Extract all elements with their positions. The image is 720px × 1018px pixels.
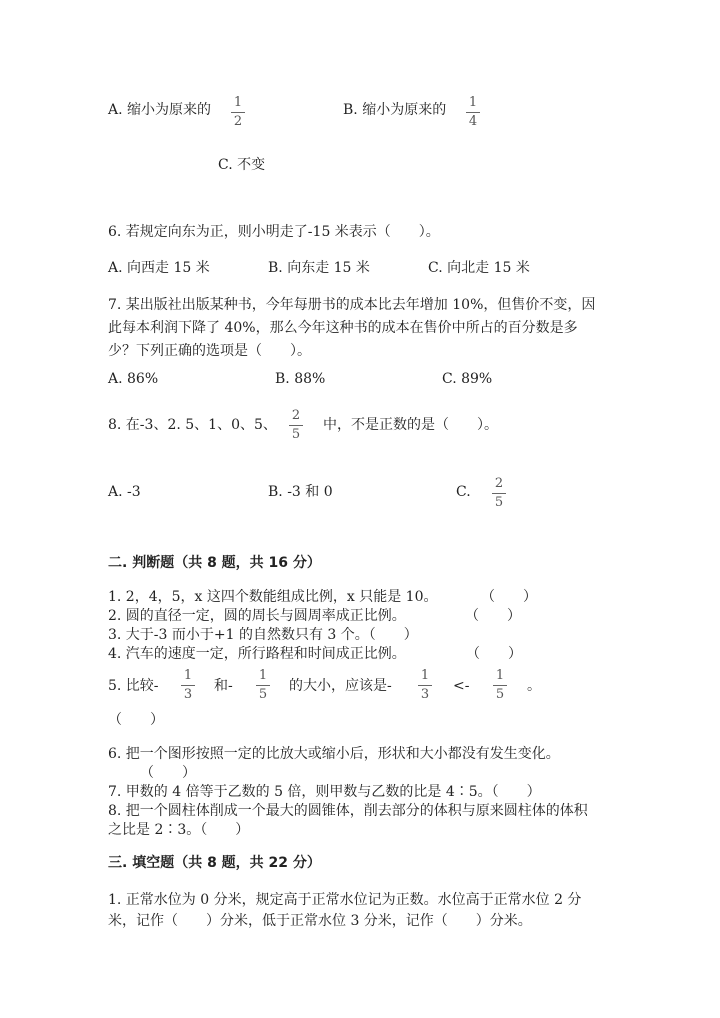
q8-stem-prefix: 8. 在-3、2. 5、1、0、5、 <box>108 417 277 433</box>
q5-option-a-label: A. 缩小为原来的 <box>108 102 212 118</box>
fraction-denominator: 4 <box>468 114 478 129</box>
fraction-denominator: 5 <box>495 687 505 702</box>
fill-1-line-2: 米，记作（ ）分米，低于正常水位 3 分米，记作（ ）分米。 <box>108 913 532 929</box>
q5-option-c-label: C. 不变 <box>218 157 266 173</box>
fill-1-line-1: 1. 正常水位为 0 分米，规定高于正常水位记为正数。水位高于正常水位 2 分 <box>108 892 582 908</box>
judge-4-answer-blank[interactable]: （ ） <box>466 646 522 662</box>
judge-5-answer-blank[interactable]: （ ） <box>108 712 164 728</box>
fraction-numerator: 1 <box>468 95 478 110</box>
q7-stem-line-1: 7. 某出版社出版某种书，今年每册书的成本比去年增加 10%，但售价不变，因 <box>108 297 596 313</box>
judge-5-less-than: <- <box>453 678 470 694</box>
fraction-numerator: 1 <box>495 668 505 683</box>
judge-1-answer-blank[interactable]: （ ） <box>481 589 537 605</box>
judge-4-text: 4. 汽车的速度一定，所行路程和时间成正比例。 <box>108 646 406 662</box>
q7-option-c: C. 89% <box>442 371 493 387</box>
judge-5-and: 和- <box>214 678 233 694</box>
judge-8-line-1: 8. 把一个圆柱体削成一个最大的圆锥体，削去部分的体积与原来圆柱体的体积 <box>108 803 588 819</box>
fraction-numerator: 2 <box>494 476 504 491</box>
fraction-numerator: 1 <box>258 668 268 683</box>
judge-1-text: 1. 2，4，5，x 这四个数能组成比例，x 只能是 10。 <box>108 589 438 605</box>
judge-2-text: 2. 圆的直径一定，圆的周长与圆周率成正比例。 <box>108 608 406 624</box>
fraction-denominator: 3 <box>183 687 193 702</box>
judge-5-fraction-4 <box>492 668 508 703</box>
q6-option-c: C. 向北走 15 米 <box>428 260 530 276</box>
section-2-title: 二. 判断题（共 8 题，共 16 分） <box>108 555 321 571</box>
q8-stem-suffix: 中，不是正数的是（ ）。 <box>323 417 498 433</box>
q6-stem: 6. 若规定向东为正，则小明走了-15 米表示（ ）。 <box>108 224 440 240</box>
q8-option-c-fraction <box>491 476 507 511</box>
judge-3-text: 3. 大于-3 而小于+1 的自然数只有 3 个。（ ） <box>108 627 418 643</box>
judge-5-prefix: 5. 比较- <box>108 678 159 694</box>
q8-option-c: C. <box>456 484 471 500</box>
fraction-denominator: 5 <box>258 687 268 702</box>
judge-2-answer-blank[interactable]: （ ） <box>465 608 521 624</box>
fraction-numerator: 1 <box>420 668 430 683</box>
q7-stem-line-3: 少？下列正确的选项是（ ）。 <box>108 343 311 359</box>
q6-option-a: A. 向西走 15 米 <box>108 260 210 276</box>
q5-option-b-fraction <box>465 95 481 130</box>
q5-option-a-fraction <box>230 95 246 130</box>
q8-option-a: A. -3 <box>108 484 141 500</box>
fraction-numerator: 1 <box>183 668 193 683</box>
q6-option-b: B. 向东走 15 米 <box>268 260 370 276</box>
fraction-denominator: 5 <box>494 495 504 510</box>
fraction-numerator: 1 <box>233 95 243 110</box>
section-3-title: 三. 填空题（共 8 题，共 22 分） <box>108 855 321 871</box>
judge-8-line-2: 之比是 2∶3。（ ） <box>108 822 250 838</box>
fraction-numerator: 2 <box>291 408 301 423</box>
judge-5-period: 。 <box>527 678 541 694</box>
q8-option-b: B. -3 和 0 <box>268 484 333 500</box>
judge-5-fraction-1 <box>180 668 196 703</box>
judge-5-fraction-3 <box>417 668 433 703</box>
fraction-denominator: 2 <box>233 114 243 129</box>
q8-stem-fraction <box>288 408 304 443</box>
judge-7-text: 7. 甲数的 4 倍等于乙数的 5 倍，则甲数与乙数的比是 4∶5。（ ） <box>108 784 541 800</box>
q7-option-b: B. 88% <box>275 371 326 387</box>
q5-option-b-label: B. 缩小为原来的 <box>343 102 447 118</box>
q7-option-a: A. 86% <box>108 371 159 387</box>
judge-5-fraction-2 <box>255 668 271 703</box>
q7-stem-line-2: 此每本利润下降了 40%，那么今年这种书的成本在售价中所占的百分数是多 <box>108 320 578 336</box>
judge-6-text: 6. 把一个图形按照一定的比放大或缩小后，形状和大小都没有发生变化。 <box>108 746 560 762</box>
fraction-denominator: 3 <box>420 687 430 702</box>
judge-5-middle: 的大小，应该是- <box>289 678 392 694</box>
fraction-denominator: 5 <box>291 427 301 442</box>
judge-6-answer-blank[interactable]: （ ） <box>140 765 196 781</box>
